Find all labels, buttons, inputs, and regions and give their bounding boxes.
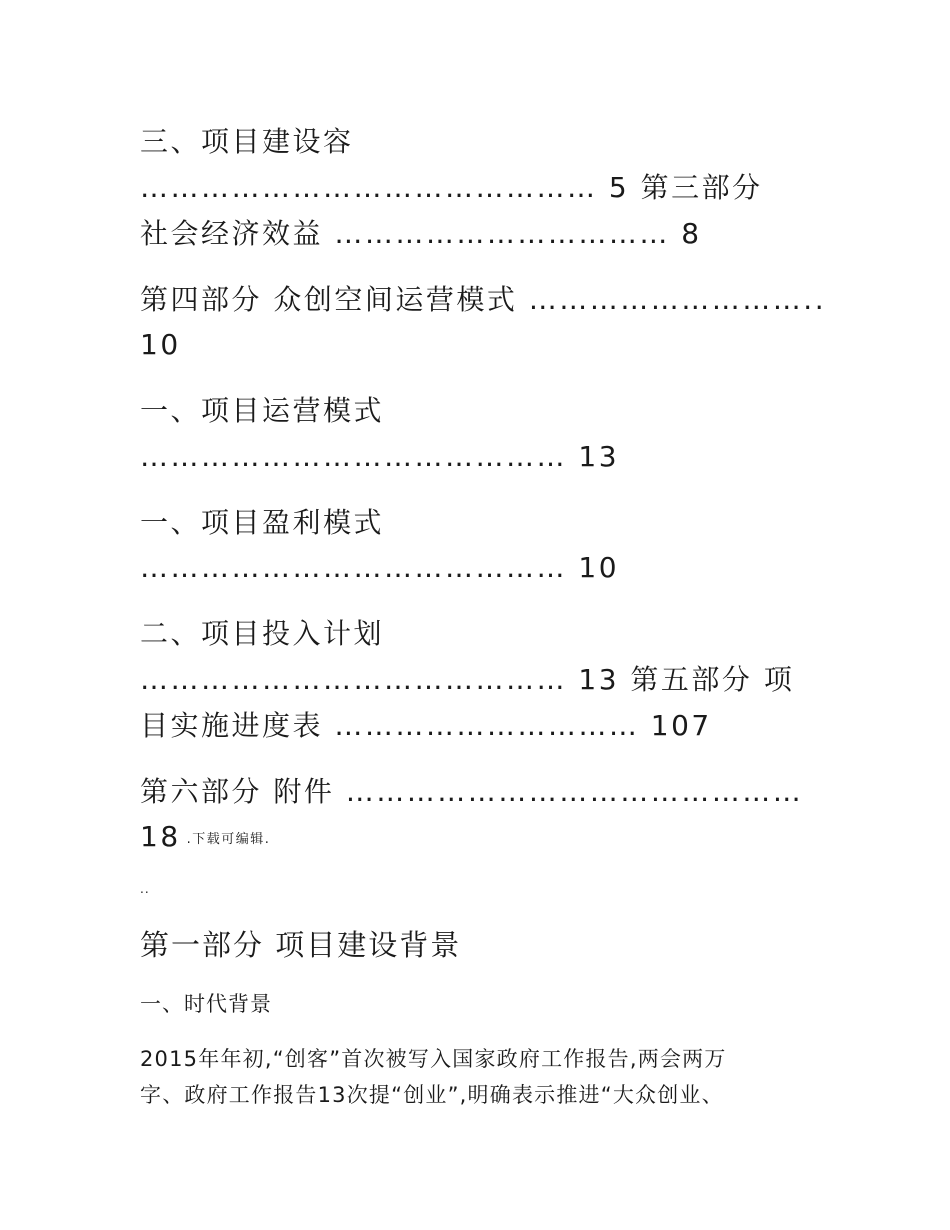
toc-line: 社会经济效益 …………………………… 8 xyxy=(140,217,702,250)
toc-line: 第六部分 附件 ……………………………………… xyxy=(140,775,804,808)
toc-line: 一、项目运营模式 xyxy=(140,394,385,427)
toc-line-last xyxy=(140,819,270,858)
toc-line: 目实施进度表 ………………………… 107 xyxy=(140,709,712,742)
separator-dots: .. xyxy=(140,882,150,896)
toc-line: 一、项目盈利模式 xyxy=(140,506,385,539)
toc-line: …………………………………… 13 第五部分 项 xyxy=(140,663,795,696)
toc-line: …………………………………… 10 xyxy=(140,551,620,584)
subsection-title: 一、时代背景 xyxy=(140,992,272,1016)
toc-line: 10 xyxy=(140,328,181,361)
toc-line: 三、项目建设容 xyxy=(140,125,354,158)
toc-page-number: 18 xyxy=(140,820,181,853)
toc-line: ……………………………………… 5 第三部分 xyxy=(140,171,763,204)
body-line: 字、政府工作报告13次提“创业”,明确表示推进“大众创业、 xyxy=(140,1083,724,1107)
toc-line: 二、项目投入计划 xyxy=(140,617,385,650)
download-note: .下载可编辑. xyxy=(186,832,271,847)
section-title: 第一部分 项目建设背景 xyxy=(140,928,462,962)
toc-line: 第四部分 众创空间运营模式 ……………………….. xyxy=(140,283,827,316)
toc-line: …………………………………… 13 xyxy=(140,440,620,473)
body-line: 2015年年初,“创客”首次被写入国家政府工作报告,两会两万 xyxy=(140,1047,727,1071)
